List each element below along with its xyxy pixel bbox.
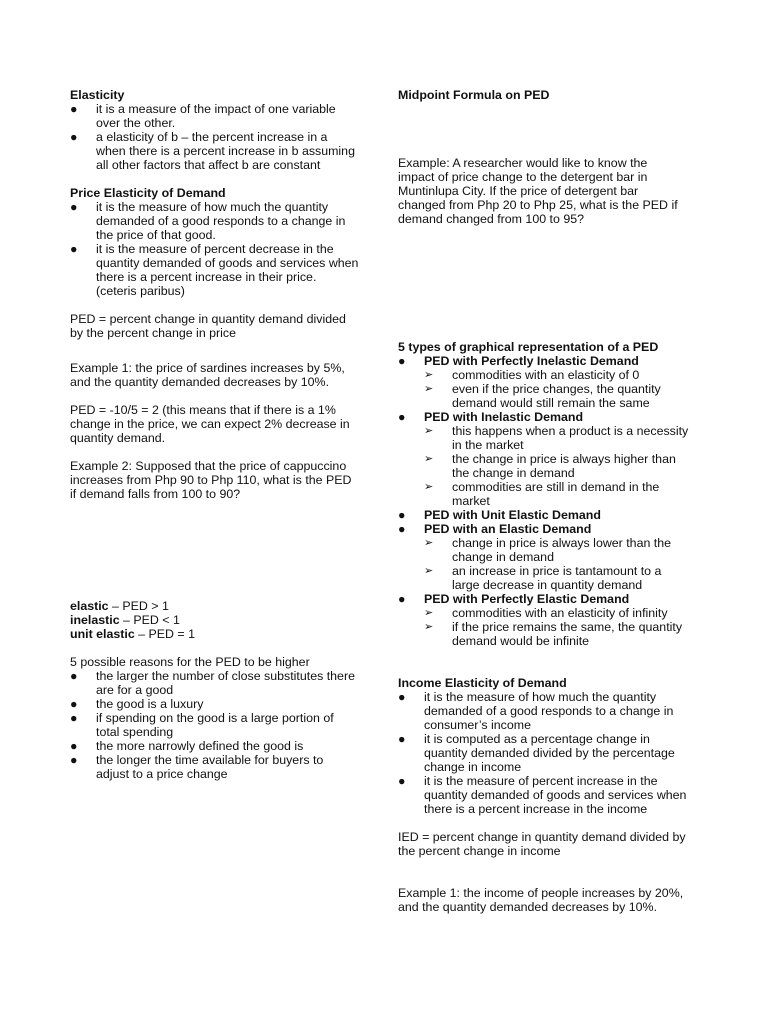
bullet-icon: ● (398, 732, 406, 746)
arrow-bullet-icon: ➢ (424, 537, 434, 549)
text-line: the longer the time available for buyers to (96, 753, 324, 767)
sub-item (398, 620, 704, 648)
text-line: and the quantity demanded decreases by 10%. (70, 375, 330, 389)
text-line: it is the measure of percent increase in the (424, 774, 658, 788)
text-line: change in price is always lower than the (452, 536, 672, 550)
text-line: quantity demanded of goods and services when (96, 256, 359, 270)
sub-item (398, 606, 704, 620)
text-line: adjust to a price change (96, 767, 228, 781)
text-line: (ceteris paribus) (96, 284, 185, 298)
reasons-bullet-list (70, 669, 372, 781)
text-line: consumer’s income (424, 718, 531, 732)
arrow-bullet-icon: ➢ (424, 621, 434, 633)
bullet-icon: ● (398, 508, 406, 522)
example-1-answer (70, 403, 372, 445)
ied-formula (398, 830, 704, 858)
text-line: PED = percent change in quantity demand divided (70, 312, 346, 326)
bullet-icon: ● (398, 690, 406, 704)
list-item (70, 739, 372, 753)
text-line: it is the measure of how much the quantity (96, 200, 329, 214)
reasons-heading: 5 possible reasons for the PED to be higher (70, 655, 310, 669)
text-line: demanded of a good responds to a change in (424, 704, 674, 718)
list-item (398, 690, 704, 732)
text-line: quantity demand. (70, 431, 166, 445)
class-unit-elastic: unit elastic – PED = 1 (70, 627, 195, 641)
elasticity-heading: Elasticity (70, 88, 125, 102)
sub-item (398, 452, 704, 480)
text-line: all other factors that affect b are constant (96, 158, 321, 172)
ped-type-label: PED with Unit Elastic Demand (424, 508, 601, 522)
text-line: impact of price change to the detergent bar in (398, 170, 648, 184)
text-line: demand changed from 100 to 95? (398, 212, 584, 226)
sub-item (398, 536, 704, 564)
text-line: the change in price is always higher than (452, 452, 676, 466)
bullet-icon: ● (398, 522, 406, 536)
text-line: total spending (96, 725, 174, 739)
list-item (70, 242, 372, 298)
elasticity-bullet-list (70, 102, 372, 172)
text-line: there is a percent increase in the income (424, 802, 648, 816)
bullet-icon: ● (70, 130, 78, 144)
text-line: Muntinlupa City. If the price of detergent bar (398, 184, 639, 198)
sub-item (398, 564, 704, 592)
sub-item (398, 424, 704, 452)
bullet-icon: ● (398, 774, 406, 788)
text-line: by the percent change in price (70, 326, 237, 340)
text-line: an increase in price is tantamount to a (452, 564, 662, 578)
ped-types-list (398, 354, 704, 648)
text-line: even if the price changes, the quantity (452, 382, 661, 396)
arrow-bullet-icon: ➢ (424, 369, 434, 381)
text-line: the larger the number of close substitutes there (96, 669, 355, 683)
text-line: change in demand (452, 550, 554, 564)
ped-type-inelastic (398, 410, 704, 424)
example-2 (70, 459, 372, 501)
list-item (70, 753, 372, 781)
text-line: demand would be infinite (452, 634, 590, 648)
sub-item (398, 368, 704, 382)
text-line: over the other. (96, 116, 176, 130)
text-line: if spending on the good is a large portion of (96, 711, 334, 725)
text-line: large decrease in quantity demand (452, 578, 643, 592)
bullet-icon: ● (70, 753, 78, 767)
list-item (70, 102, 372, 130)
text-line: Example: A researcher would like to know the (398, 156, 648, 170)
text-line: PED = -10/5 = 2 (this means that if there is a 1% (70, 403, 336, 417)
bullet-icon: ● (70, 669, 78, 683)
ped-type-label: PED with Inelastic Demand (424, 410, 584, 424)
ped-type-perfectly-inelastic (398, 354, 704, 368)
ped-type-label: PED with Perfectly Inelastic Demand (424, 354, 639, 368)
class-inelastic: inelastic – PED < 1 (70, 613, 180, 627)
arrow-bullet-icon: ➢ (424, 607, 434, 619)
list-item (70, 711, 372, 739)
arrow-bullet-icon: ➢ (424, 453, 434, 465)
text-line: this happens when a product is a necessity (452, 424, 689, 438)
arrow-bullet-icon: ➢ (424, 481, 434, 493)
text-line: change in the price, we can expect 2% decrease in (70, 417, 350, 431)
text-line: Example 1: the income of people increases by 20%, (398, 886, 684, 900)
ied-heading: Income Elasticity of Demand (398, 676, 567, 690)
ied-bullet-list (398, 690, 704, 816)
elasticity-classes (70, 599, 372, 641)
left-column (70, 88, 372, 781)
list-item (70, 130, 372, 172)
text-line: the good is a luxury (96, 697, 204, 711)
text-line: the more narrowly defined the good is (96, 739, 304, 753)
bullet-icon: ● (70, 102, 78, 116)
text-line: demanded of a good responds to a change in (96, 214, 346, 228)
arrow-bullet-icon: ➢ (424, 383, 434, 395)
class-elastic: elastic – PED > 1 (70, 599, 169, 613)
list-item (70, 697, 372, 711)
text-line: there is a percent increase in their price. (96, 270, 317, 284)
text-line: commodities are still in demand in the (452, 480, 660, 494)
sub-item (398, 480, 704, 508)
text-line: IED = percent change in quantity demand divided by (398, 830, 686, 844)
text-line: it is the measure of percent decrease in the (96, 242, 334, 256)
text-line: quantity demanded of goods and services when (424, 788, 687, 802)
text-line: Example 1: the price of sardines increases by 5%, (70, 361, 345, 375)
bullet-icon: ● (70, 697, 78, 711)
text-line: if demand falls from 100 to 90? (70, 487, 241, 501)
text-line: and the quantity demanded decreases by 10%. (398, 900, 658, 914)
text-line: are for a good (96, 683, 174, 697)
text-line: the percent change in income (398, 844, 561, 858)
ped-type-unit-elastic (398, 508, 704, 522)
text-line: market (452, 494, 490, 508)
text-line: it is a measure of the impact of one variable (96, 102, 336, 116)
detergent-example (398, 156, 704, 226)
list-item (398, 774, 704, 816)
text-line: quantity demanded divided by the percentage (424, 746, 675, 760)
right-column (398, 88, 704, 914)
text-line: commodities with an elasticity of infinity (452, 606, 668, 620)
ied-example-1 (398, 886, 704, 914)
text-line: changed from Php 20 to Php 25, what is the PED if (398, 198, 678, 212)
bullet-icon: ● (398, 410, 406, 424)
text-line: a elasticity of b – the percent increase in a (96, 130, 328, 144)
text-line: demand would still remain the same (452, 396, 650, 410)
text-line: increases from Php 90 to Php 110, what is the PED (70, 473, 352, 487)
bullet-icon: ● (70, 200, 78, 214)
text-line: change in income (424, 760, 522, 774)
text-line: it is computed as a percentage change in (424, 732, 650, 746)
example-1 (70, 361, 372, 389)
bullet-icon: ● (70, 739, 78, 753)
text-line: commodities with an elasticity of 0 (452, 368, 640, 382)
list-item (70, 200, 372, 242)
arrow-bullet-icon: ➢ (424, 565, 434, 577)
ped-type-perfectly-elastic (398, 592, 704, 606)
ped-bullet-list (70, 200, 372, 298)
list-item (398, 732, 704, 774)
sub-item (398, 382, 704, 410)
ped-type-label: PED with Perfectly Elastic Demand (424, 592, 630, 606)
bullet-icon: ● (70, 711, 78, 725)
text-line: if the price remains the same, the quantity (452, 620, 683, 634)
text-line: the change in demand (452, 466, 575, 480)
bullet-icon: ● (70, 242, 78, 256)
ped-type-elastic (398, 522, 704, 536)
bullet-icon: ● (398, 354, 406, 368)
ped-formula (70, 312, 372, 340)
bullet-icon: ● (398, 592, 406, 606)
list-item (70, 669, 372, 697)
ped-heading: Price Elasticity of Demand (70, 186, 226, 200)
text-line: Example 2: Supposed that the price of cappuccino (70, 459, 347, 473)
text-line: it is the measure of how much the quantity (424, 690, 657, 704)
text-line: the price of that good. (96, 228, 216, 242)
text-line: in the market (452, 438, 524, 452)
ped-types-heading: 5 types of graphical representation of a PED (398, 340, 659, 354)
ped-type-label: PED with an Elastic Demand (424, 522, 592, 536)
arrow-bullet-icon: ➢ (424, 425, 434, 437)
text-line: when there is a percent increase in b assuming (96, 144, 355, 158)
midpoint-heading: Midpoint Formula on PED (398, 88, 550, 102)
